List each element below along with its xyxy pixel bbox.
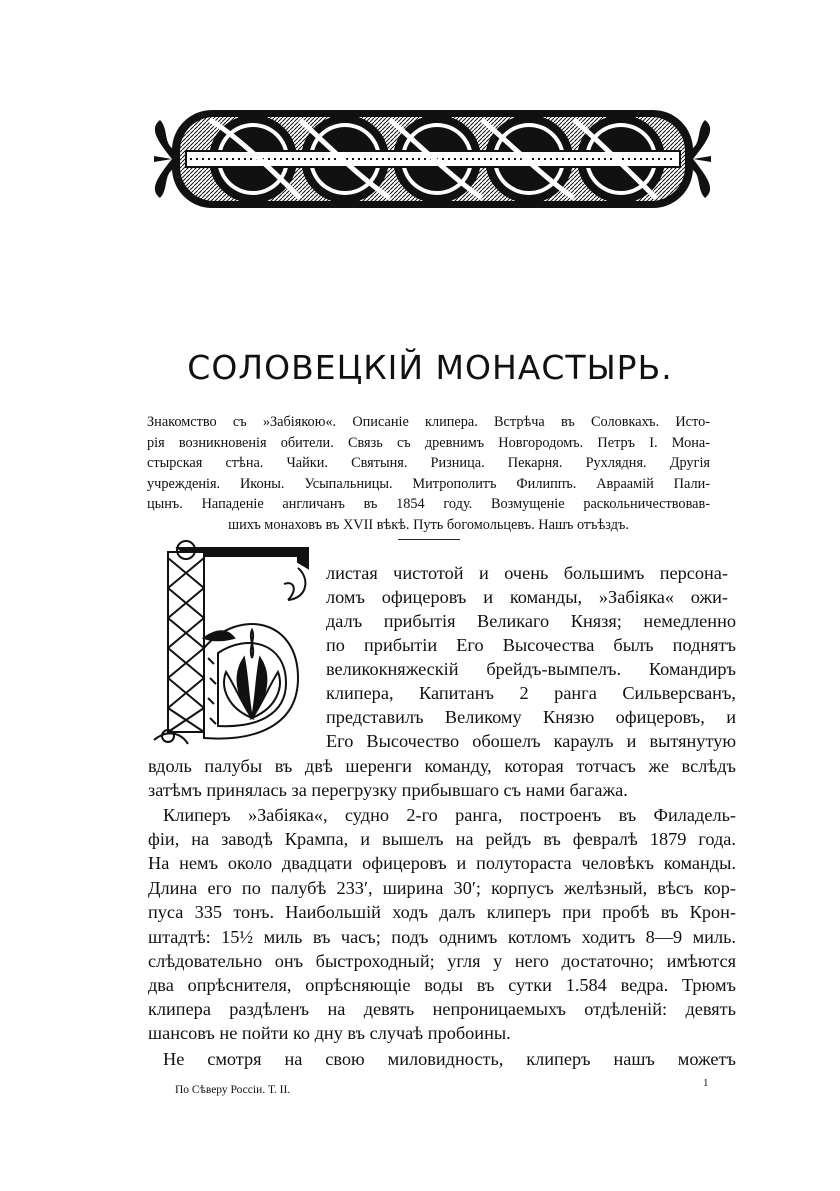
summary-line: шихъ монаховъ въ XVII вѣкѣ. Путь богомольцевъ. Нашъ отъѣздъ. xyxy=(228,516,629,533)
body-line: клипера, Капитанъ 2 ранга Сильверсванъ, xyxy=(326,683,736,703)
body-line: представилъ Великому Князю офицеровъ, и xyxy=(326,707,736,727)
body-line: ломъ офицеровъ и команды, »Забіяка« ожи- xyxy=(326,587,728,607)
body-line: затѣмъ принялась за перегрузку прибывшаго съ нами багажа. xyxy=(148,780,628,800)
body-line: Клиперъ »Забіяка«, судно 2-го ранга, построенъ въ Филадель- xyxy=(163,805,736,825)
running-footer: По Сѣверу Россіи. Т. II. xyxy=(175,1084,291,1096)
body-line: пуса 335 тонъ. Наибольшій ходъ далъ клиперъ при пробѣ въ Крон- xyxy=(148,902,736,922)
body-line: два опрѣснителя, опрѣсняющіе воды въ сутки 1.584 ведра. Трюмъ xyxy=(148,975,736,995)
page-number: 1 xyxy=(703,1077,709,1089)
summary-line: учрежденія. Иконы. Усыпальницы. Митрополитъ Филиппъ. Авраамій Пали- xyxy=(147,475,710,492)
summary-line: цынъ. Нападеніе англичанъ въ 1854 году. Возмущеніе раскольничествовав- xyxy=(147,496,710,513)
summary-line: рія возникновенія обители. Связь съ древнимъ Новгородомъ. Петръ I. Мона- xyxy=(147,434,710,451)
body-line: слѣдовательно онъ быстроходный; угля у него достаточно; имѣются xyxy=(148,951,736,971)
summary-line: Знакомство съ »Забіякою«. Описаніе клипера. Встрѣча въ Соловкахъ. Исто- xyxy=(147,414,710,430)
body-line: клипера раздѣленъ на девять непроницаемыхъ отдѣленій: девять xyxy=(148,999,736,1019)
body-line: по прибытіи Его Высочества былъ поднятъ xyxy=(326,635,736,655)
summary-line: стырская стѣна. Чайки. Святыня. Ризница. Пекарня. Рухлядня. Другія xyxy=(147,455,710,472)
body-line: далъ прибытія Великаго Князя; немедленно xyxy=(326,611,736,631)
body-line: фіи, на заводѣ Крампа, и вышелъ на рейдъ въ февралѣ 1879 года. xyxy=(148,829,736,849)
body-line: На немъ около двадцати офицеровъ и полутораста человѣкъ команды. xyxy=(148,853,736,873)
body-line: Длина его по палубѣ 233′, ширина 30′; корпусъ желѣзный, вѣсъ кор- xyxy=(148,878,736,898)
body-line: шансовъ не пойти ко дну въ случаѣ пробоины. xyxy=(148,1023,511,1043)
body-line: Его Высочество обошелъ караулъ и вытянутую xyxy=(326,731,736,751)
body-line: великокняжескій брейдъ-вымпелъ. Командиръ xyxy=(326,659,736,679)
body-line: Не смотря на свою миловидность, клиперъ нашъ можетъ xyxy=(163,1049,736,1069)
body-line: вдоль палубы въ двѣ шеренги команду, которая тотчасъ же вслѣдъ xyxy=(148,756,736,776)
chapter-title: СОЛОВЕЦКІЙ МОНАСТЫРЬ. xyxy=(187,348,673,387)
body-line: листая чистотой и очень большимъ персона- xyxy=(326,563,728,583)
body-line: штадтѣ: 15½ миль въ часъ; подъ однимъ котломъ ходитъ 8—9 миль. xyxy=(148,927,736,947)
